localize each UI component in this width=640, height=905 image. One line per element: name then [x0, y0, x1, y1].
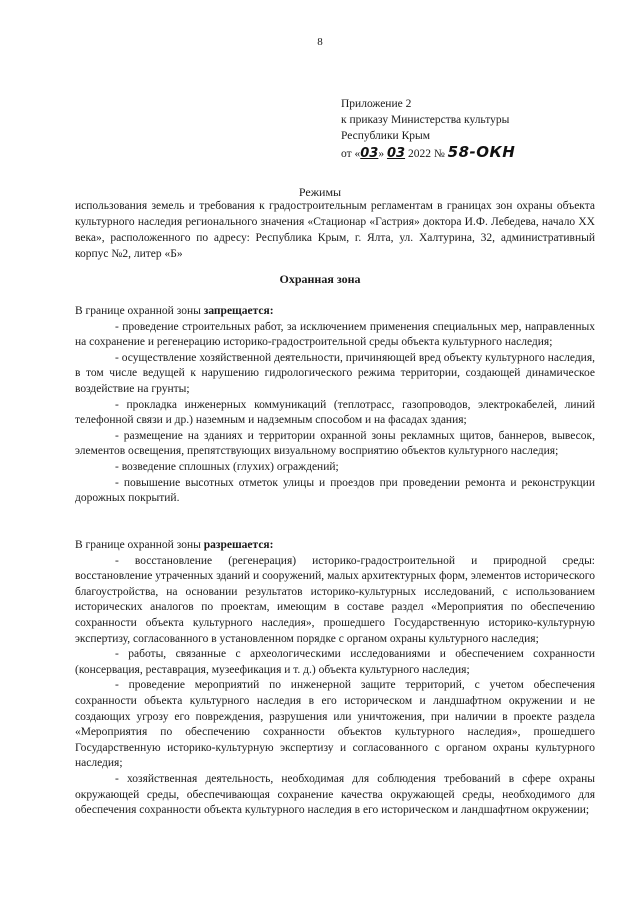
- date-month: 03: [386, 146, 406, 161]
- prohibited-item: - прокладка инженерных коммуникаций (теплотрасс, газопроводов, электрокабелей, линий телефонной связи и др.) наземным и надземным способом и на фасадах здания;: [75, 398, 595, 427]
- appendix-date-line: [341, 144, 515, 162]
- prohibited-block: [75, 304, 595, 507]
- date-prefix: от «: [341, 148, 361, 160]
- permitted-block: [75, 538, 595, 819]
- permitted-lead-text: В границе охранной зоны: [75, 539, 204, 551]
- appendix-line-3: Республики Крым: [341, 130, 430, 142]
- permitted-item: - проведение мероприятий по инженерной защите территорий, с учетом обеспечения сохранности объекта культурного наследия в его историческом и ландшафтном окружении и не создающих угрозу его повреждения, разрушения или уничтожения, при наличии в проекте раздела «Мероприятия по обеспечению сохранности объектов культурного наследия», прошедшего Государственную историко-культурную экспертизу и согласованного с органом охраны культурного наследия;: [75, 679, 595, 770]
- prohibited-lead: [75, 304, 595, 320]
- date-day: 03: [360, 146, 379, 161]
- prohibited-lead-text: В границе охранной зоны: [75, 305, 204, 317]
- date-mid: »: [378, 148, 387, 160]
- permitted-item: - восстановление (регенерация) историко-градостроительной и природной среды: восстановление утраченных зданий и сооружений, малых архитектурных форм, элементов исторического благоустройства, на основании результатов историко-культурных исследований, с использованием исторических аналогов по проектам, имеющим в составе раздел «Мероприятия по обеспечению сохранности объекта культурного наследия», прошедшего Государственную историко-культурную экспертизу, согласованного в установленном порядке с органом охраны культурного наследия;: [75, 554, 595, 645]
- document-title: Режимы: [298, 185, 342, 199]
- permitted-item: - хозяйственная деятельность, необходимая для соблюдения требований в сфере охраны окружающей среды, обеспечивающая сохранение качества окружающей среды, необходимого для обеспечения сохранности объекта культурного наследия в его историческом и ландшафтном окружении;: [75, 772, 595, 817]
- prohibited-item: - возведение сплошных (глухих) ограждений;: [115, 460, 339, 473]
- page-number: 8: [317, 36, 323, 48]
- prohibited-item: - проведение строительных работ, за исключением применения специальных мер, направленных на сохранение и регенерацию историко-градостроительной среды объекта культурного наследия;: [75, 320, 595, 349]
- date-year: 2022 №: [405, 148, 448, 160]
- prohibited-item: - размещение на зданиях и территории охранной зоны рекламных щитов, баннеров, вывесок, элементов освещения, препятствующих визуальному восприятию объектов культурного наследия;: [75, 429, 595, 458]
- order-number: 58-ОКН: [447, 143, 516, 161]
- permitted-lead: [75, 538, 595, 554]
- permitted-item: - работы, связанные с археологическими исследованиями и обеспечением сохранности (консервация, реставрация, музеефикация и т. д.) объекта культурного наследия;: [75, 648, 595, 676]
- section-title: Охранная зона: [279, 272, 361, 286]
- permitted-lead-bold: разрешается:: [203, 539, 274, 551]
- document-subtitle: использования земель и требования к градостроительным регламентам в границах зон охраны объекта культурного наследия регионального значения «Стационар «Гастрия» доктора И.Ф. Лебедева, начало XX века», расположенного по адресу: Республика Крым, г. Ялта, ул. Халтурина, 32, административный корпус №2, литер «Б»: [75, 200, 595, 260]
- appendix-header: [341, 96, 515, 162]
- prohibited-item: - осуществление хозяйственной деятельности, причиняющей вред объекту культурного наследия, в том числе ведущей к нарушению гидрологического режима территории, создающей динамическое воздействие на грунты;: [75, 351, 595, 395]
- appendix-line-1: Приложение 2: [341, 98, 412, 110]
- appendix-line-2: к приказу Министерства культуры: [341, 114, 510, 126]
- prohibited-lead-bold: запрещается:: [203, 305, 274, 317]
- prohibited-item: - повышение высотных отметок улицы и проездов при проведении ремонта и реконструкции дорожных покрытий.: [75, 476, 595, 505]
